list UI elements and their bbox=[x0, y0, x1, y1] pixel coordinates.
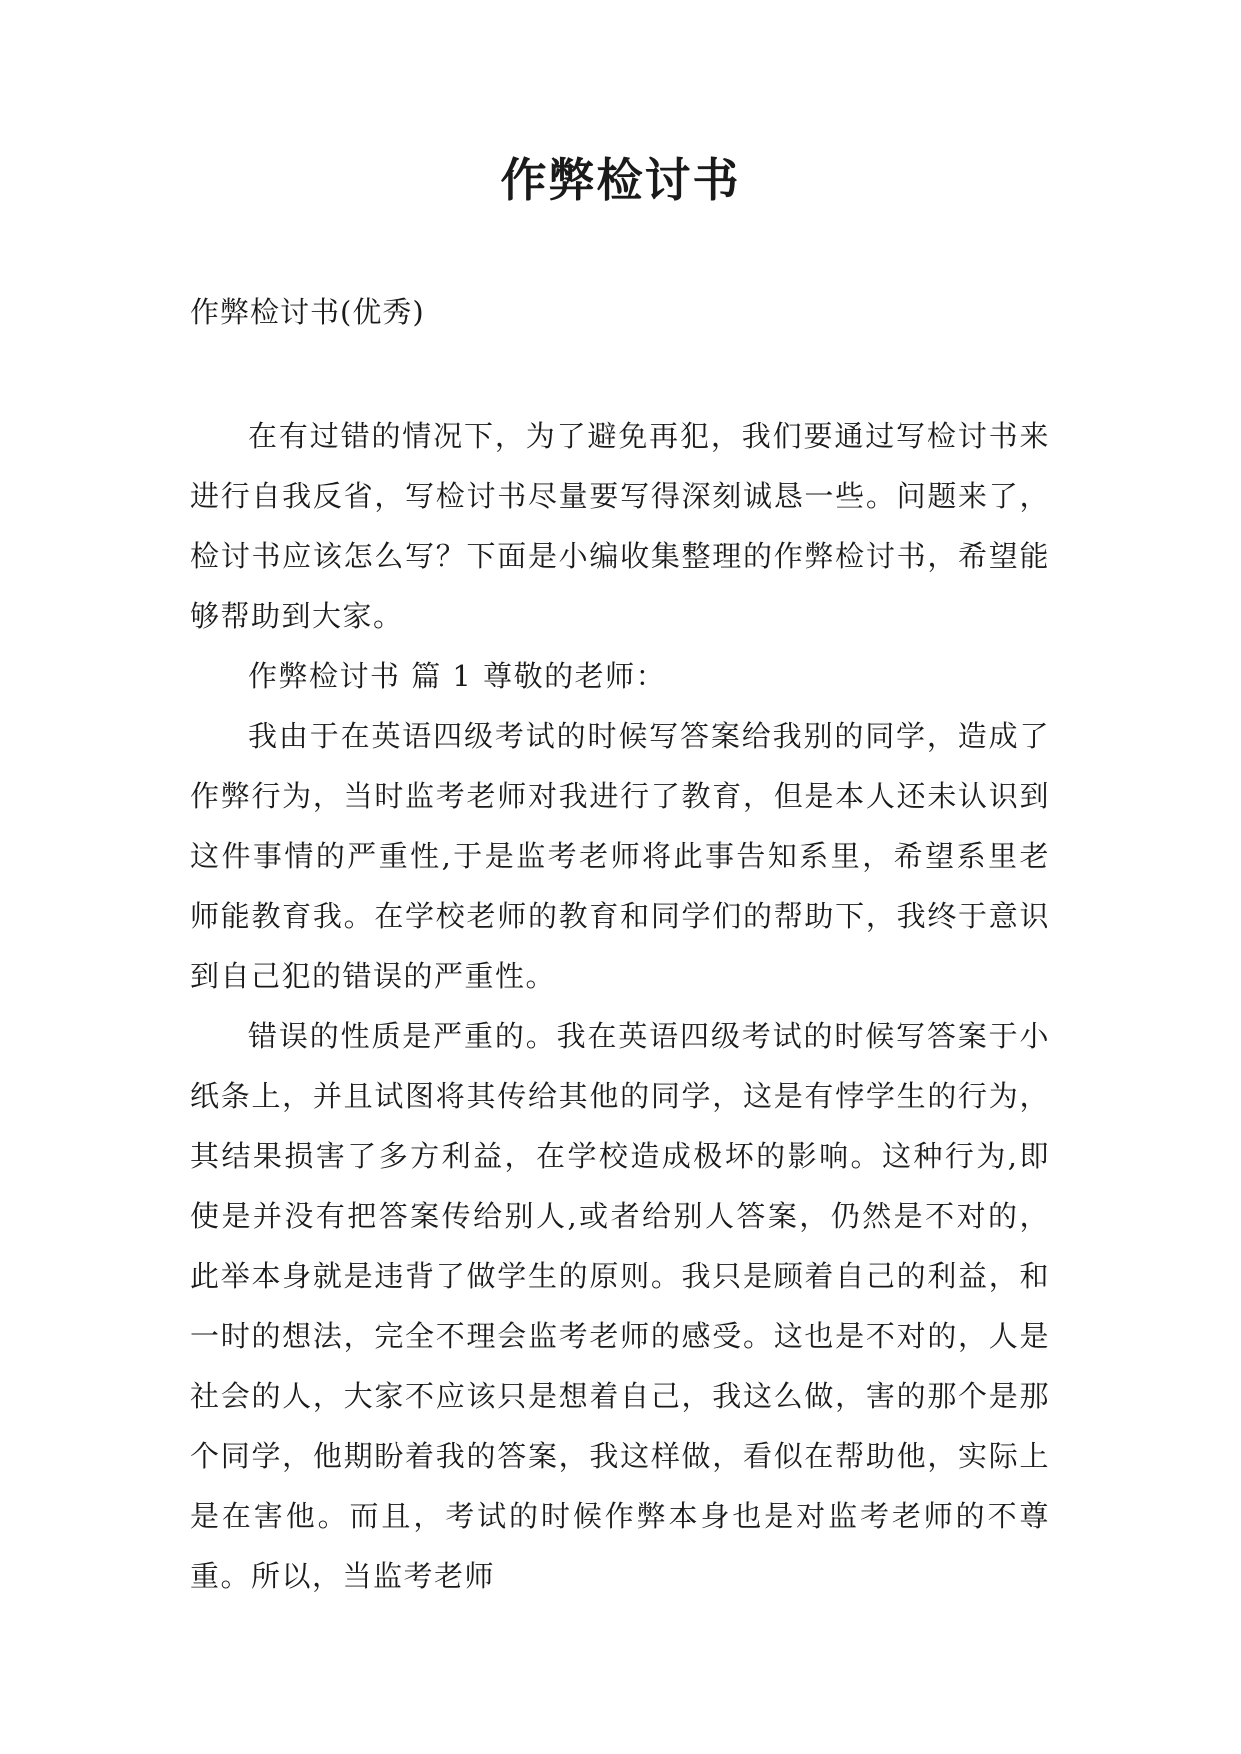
document-title: 作弊检讨书 bbox=[500, 153, 741, 207]
paragraph-intro: 在有过错的情况下，为了避免再犯，我们要通过写检讨书来进行自我反省，写检讨书尽量要写得深刻诚恳一些。问题来了，检讨书应该怎么写？下面是小编收集整理的作弊检讨书，希望能够帮助到大家。 bbox=[190, 419, 1050, 633]
paragraph-confession: 我由于在英语四级考试的时候写答案给我别的同学，造成了作弊行为，当时监考老师对我进行了教育，但是本人还未认识到这件事情的严重性,于是监考老师将此事告知系里，希望系里老师能教育我。在学校老师的教育和同学们的帮助下，我终于意识到自己犯的错误的严重性。 bbox=[190, 719, 1050, 993]
document-subtitle: 作弊检讨书(优秀) bbox=[190, 295, 425, 329]
document-body bbox=[190, 406, 1050, 1606]
paragraph-reflection: 错误的性质是严重的。我在英语四级考试的时候写答案于小纸条上，并且试图将其传给其他的同学，这是有悖学生的行为，其结果损害了多方利益，在学校造成极坏的影响。这种行为,即使是并没有把答案传给别人,或者给别人答案，仍然是不对的，此举本身就是违背了做学生的原则。我只是顾着自己的利益，和一时的想法，完全不理会监考老师的感受。这也是不对的，人是社会的人，大家不应该只是想着自己，我这么做，害的那个是那个同学，他期盼着我的答案，我这样做，看似在帮助他，实际上是在害他。而且，考试的时候作弊本身也是对监考老师的不尊重。所以，当监考老师 bbox=[190, 1019, 1050, 1593]
paragraph-salutation: 作弊检讨书 篇 1 尊敬的老师： bbox=[248, 659, 667, 693]
